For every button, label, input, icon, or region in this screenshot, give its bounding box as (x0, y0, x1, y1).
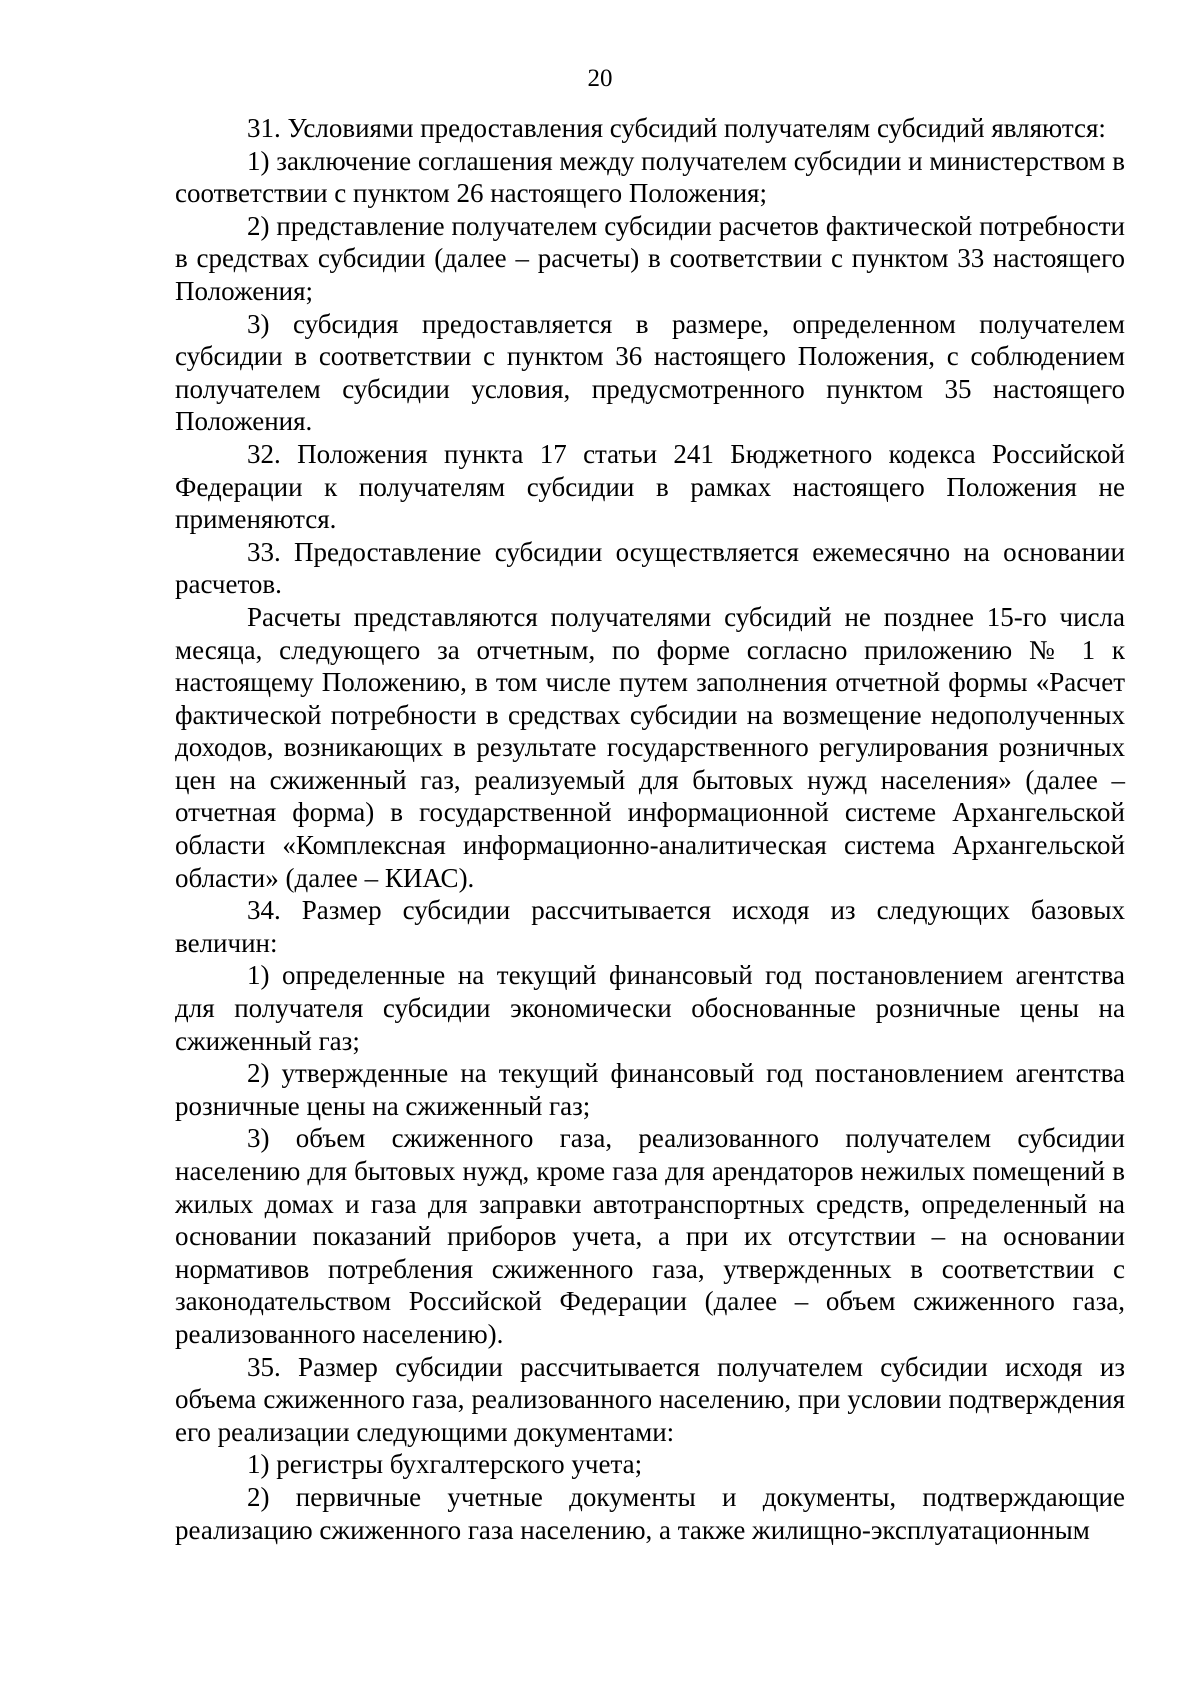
paragraph-33-calculations: Расчеты представляются получателями субсидий не позднее 15-го числа месяца, следующего за отчетным, по форме согласно приложению № 1 к настоящему Положению, в том числе путем заполнения отчетной формы «Расчет фактической потребности в средствах субсидии на возмещение недополученных доходов, возникающих в результате государственного регулирования розничных цен на сжиженный газ, реализуемый для бытовых нужд населения» (далее – отчетная форма) в государственной информационной системе Архангельской области «Комплексная информационно-аналитическая система Архангельской области» (далее – КИАС). (175, 601, 1125, 893)
paragraph-33: 33. Предоставление субсидии осуществляется ежемесячно на основании расчетов. (175, 536, 1125, 600)
paragraph-31-item-3: 3) субсидия предоставляется в размере, определенном получателем субсидии в соответствии с пунктом 36 настоящего Положения, с соблюдением получателем субсидии условия, предусмотренного пунктом 35 настоящего Положения. (175, 308, 1125, 437)
paragraph-35-item-2: 2) первичные учетные документы и документы, подтверждающие реализацию сжиженного газа населению, а также жилищно-эксплуатационным (175, 1481, 1125, 1545)
paragraph-31-item-1: 1) заключение соглашения между получателем субсидии и министерством в соответствии с пунктом 26 настоящего Положения; (175, 145, 1125, 209)
paragraph-35-item-1: 1) регистры бухгалтерского учета; (247, 1449, 643, 1480)
paragraph-31-item-2: 2) представление получателем субсидии расчетов фактической потребности в средствах субсидии (далее – расчеты) в соответствии с пунктом 33 настоящего Положения; (175, 210, 1125, 306)
document-body (175, 112, 1125, 1546)
paragraph-35: 35. Размер субсидии рассчитывается получателем субсидии исходя из объема сжиженного газа, реализованного населению, при условии подтверждения его реализации следующими документами: (175, 1351, 1125, 1447)
paragraph-34: 34. Размер субсидии рассчитывается исходя из следующих базовых величин: (175, 895, 1125, 958)
page-number: 20 (587, 65, 613, 92)
paragraph-34-item-2: 2) утвержденные на текущий финансовый год постановлением агентства розничные цены на сжиженный газ; (175, 1058, 1125, 1121)
paragraph-31: 31. Условиями предоставления субсидий получателям субсидий являются: (247, 113, 1106, 143)
paragraph-34-item-1: 1) определенные на текущий финансовый год постановлением агентства для получателя субсидии экономически обоснованные розничные цены на сжиженный газ; (175, 960, 1125, 1056)
paragraph-34-item-3: 3) объем сжиженного газа, реализованного получателем субсидии населению для бытовых нужд, кроме газа для арендаторов нежилых помещений в жилых домах и газа для заправки автотранспортных средств, определенный на основании показаний приборов учета, а при их отсутствии – на основании нормативов потребления сжиженного газа, утвержденных в соответствии с законодательством Российской Федерации (далее – объем сжиженного газа, реализованного населению). (175, 1123, 1125, 1349)
paragraph-32: 32. Положения пункта 17 статьи 241 Бюджетного кодекса Российской Федерации к получателям субсидии в рамках настоящего Положения не применяются. (175, 438, 1125, 535)
